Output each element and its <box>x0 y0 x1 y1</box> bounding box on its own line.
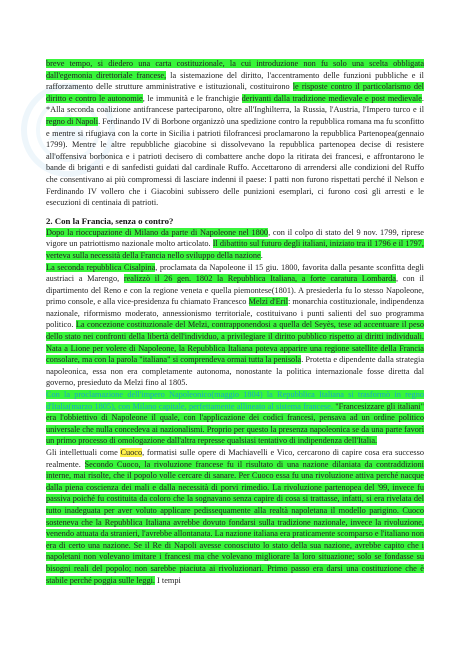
section-heading: 2. Con la Francia, senza o contro? <box>46 215 174 226</box>
text-run: , con il dipartimento del Reno e con la regione veneta e quella piemontese(1801). A presiederla fu lo stesso Napoleone, primo console, e alla vice-presidenza fu chiamato Francesco <box>46 274 424 307</box>
highlight: La concezione costituzionale del Melzi, contrapponendosi a quella del Seyès, tese ad accentuare il peso dello stato nei confronti della libertà dell'individuo, a privilegiare il diritto pubblico rispetto ai diritti individuali. Nata a Lione per volere di Napoleone, la Repubblica Italiana poteva apparire una regione satellite della Francia consolare, ma con la parola "italiana" si comprendeva ormai tutta la penisola <box>46 320 425 365</box>
highlight: Melzi d'Eril <box>248 297 289 307</box>
highlight-cyan-text: Con la proclamazione dell'impero Napoleonico(maggio 1804) la Repubblica Italiana si trasformò in regno d'Italia(marzo 1805), con Milano capitale, perfettamente allineato al sistema francese. <box>46 390 424 411</box>
highlight: "Francesizzare gli italiani" era l'obbiettivo di Napoleone il quale, con l'applicazione dei codici francesi, pensava ad un ordine politico universale che nulla concedeva ai nazionalismi. Proprio per questo la presenza napoleonica se da una parte favorì un primo processo di omologazione dall'altra represse qualsiasi tentativo di indipendenza dell'Italia. <box>46 401 424 446</box>
highlight: le risposte contro il particolarismo del diritto e contro le autonomie <box>46 82 424 103</box>
highlight-yellow: Cuoco <box>120 448 143 457</box>
text-run: . <box>260 250 263 260</box>
text-run: , proclamata da Napoleone il 15 giu. 1800, favorita dalla pesante sconfitta degli austriaci a Marengo, <box>46 262 424 284</box>
text-run: , con il colpo di stato del 9 nov. 1799, riprese vigore un patriottismo nazionale molto articolato. <box>46 227 424 249</box>
highlight: La seconda repubblica Cisalpina <box>46 262 156 272</box>
text-run: I tempi <box>154 575 181 585</box>
text-run: . Protetta e dipendente dalla strategia napoleonica, essa non era completamente autonoma, nonostante la politica internazionale fosse diretta dal governo, presieduto da Melzi fino al 1805. <box>46 355 425 388</box>
highlight: derivanti dalla tradizione medievale e post medievale <box>241 93 422 103</box>
highlight: Dopo la rioccupazione di Milano da parte di Napoleone nel 1800 <box>46 227 269 237</box>
document-body <box>46 58 424 586</box>
highlight: realizzò il 26 gen. 1802 la Repubblica Italiana, a forte caratura Lombarda <box>123 274 396 284</box>
text-run: . *Alla seconda coalizione antifrancese parteciparono, oltre all'Inghilterra, la Russia, l'Austria, l'Impero turco e il <box>46 93 424 115</box>
highlight: Il dibattito sul futuro degli italiani, iniziato tra il 1796 e il 1797, verteva sulla necessità della Francia nello sviluppo della nazione <box>46 239 424 260</box>
paragraph-1 <box>46 58 424 209</box>
text-run: . Ferdinando IV di Borbone organizzò una spedizione contro la repubblica romana ma fu sconfitto e mentre si rifugiava con la corte in Sicilia i patrioti filofrancesi proclamarono la repubblica Partenopea(gennaio 1799). Mentre le altre repubbliche giacobine si dissolvevano la repubblica partenopea decise di resistere all'offensiva borbonica e i patrioti decisero di combattere anche dopo la ritirata dei francesi, e affrontarono le bande di briganti e di sanfedisti guidati dal cardinale Ruffo. Accettarono di arrendersi alle condizioni del Ruffo che consentivano ai più compromessi di lasciare indenni il paese: I patti non furono rispettati perché il Nelson e Ferdinando IV vollero che i Giacobini subissero delle punizioni esemplari, ci furono così gli arresti e le esecuzioni di centinaia di patrioti. <box>46 116 425 208</box>
text-run: Gli intellettuali come <box>46 448 121 457</box>
text-run: : monarchia costituzionale, indipendenza nazionale, riformismo moderato, annessionismo territoriale, costituivano i punti salienti del suo programma politico. <box>46 297 424 330</box>
text-run: , le immunità e le franchigie <box>142 93 242 103</box>
text-run: , formatisi sulle opere di Machiavelli e Vico, cercarono di capire cosa era successo realmente. <box>46 448 425 469</box>
paragraph-2 <box>46 227 424 447</box>
highlight: regno di Napoli <box>46 116 99 126</box>
highlight: Secondo Cuoco, la rivoluzione francese fu il risultato di una nazione dilaniata da contraddizioni interne, mai risolte, che il popolo volle cercare di sanare. Per Cuoco essa fu una rivoluzione attiva perché nacque dalla piena coscienza dei mali e dalla necessità di porvi rimedio. La rivoluzione partenopea del '99, invece fu passiva poiché fu costituita da coloro che la sognavano senza capire di cosa si trattasse, infatti, si era rivelata del tutto inadeguata per aver voluto applicare pedissequamente alla realtà napoletana il modello parigino. Cuoco sosteneva che la Repubblica Italiana avrebbe dovuto fondarsi sulla tradizione nazionale, invece la rivoluzione, venendo attuata da stranieri, l'avrebbe allontanata. La nazione italiana era praticamente scomparso e l'italiano non era di certo una nazione. Se il Re di Napoli avesse conosciuto lo stato della sua nazione, avrebbe capito che i napoletani non volevano imitare i francesi ma che volevano migliorare la loro situazione; solo se fondasse su bisogni reali del popolo; non sarebbe piaciuta ai rivoluzionari. Primo passo era darsi una costituzione che è stabile perché poggia sulle leggi. <box>46 459 424 585</box>
paragraph-3 <box>46 447 424 586</box>
text-run: la sistemazione del diritto, l'accentramento delle funzioni pubbliche e il rafforzamento delle strutture amministrative e istituzionali, costituirono <box>46 70 424 92</box>
highlight: breve tempo, si diedero una carta costituzionale, la cui introduzione non fu solo una scelta obbligata dall'egemonia direttoriale francese, <box>46 59 424 80</box>
